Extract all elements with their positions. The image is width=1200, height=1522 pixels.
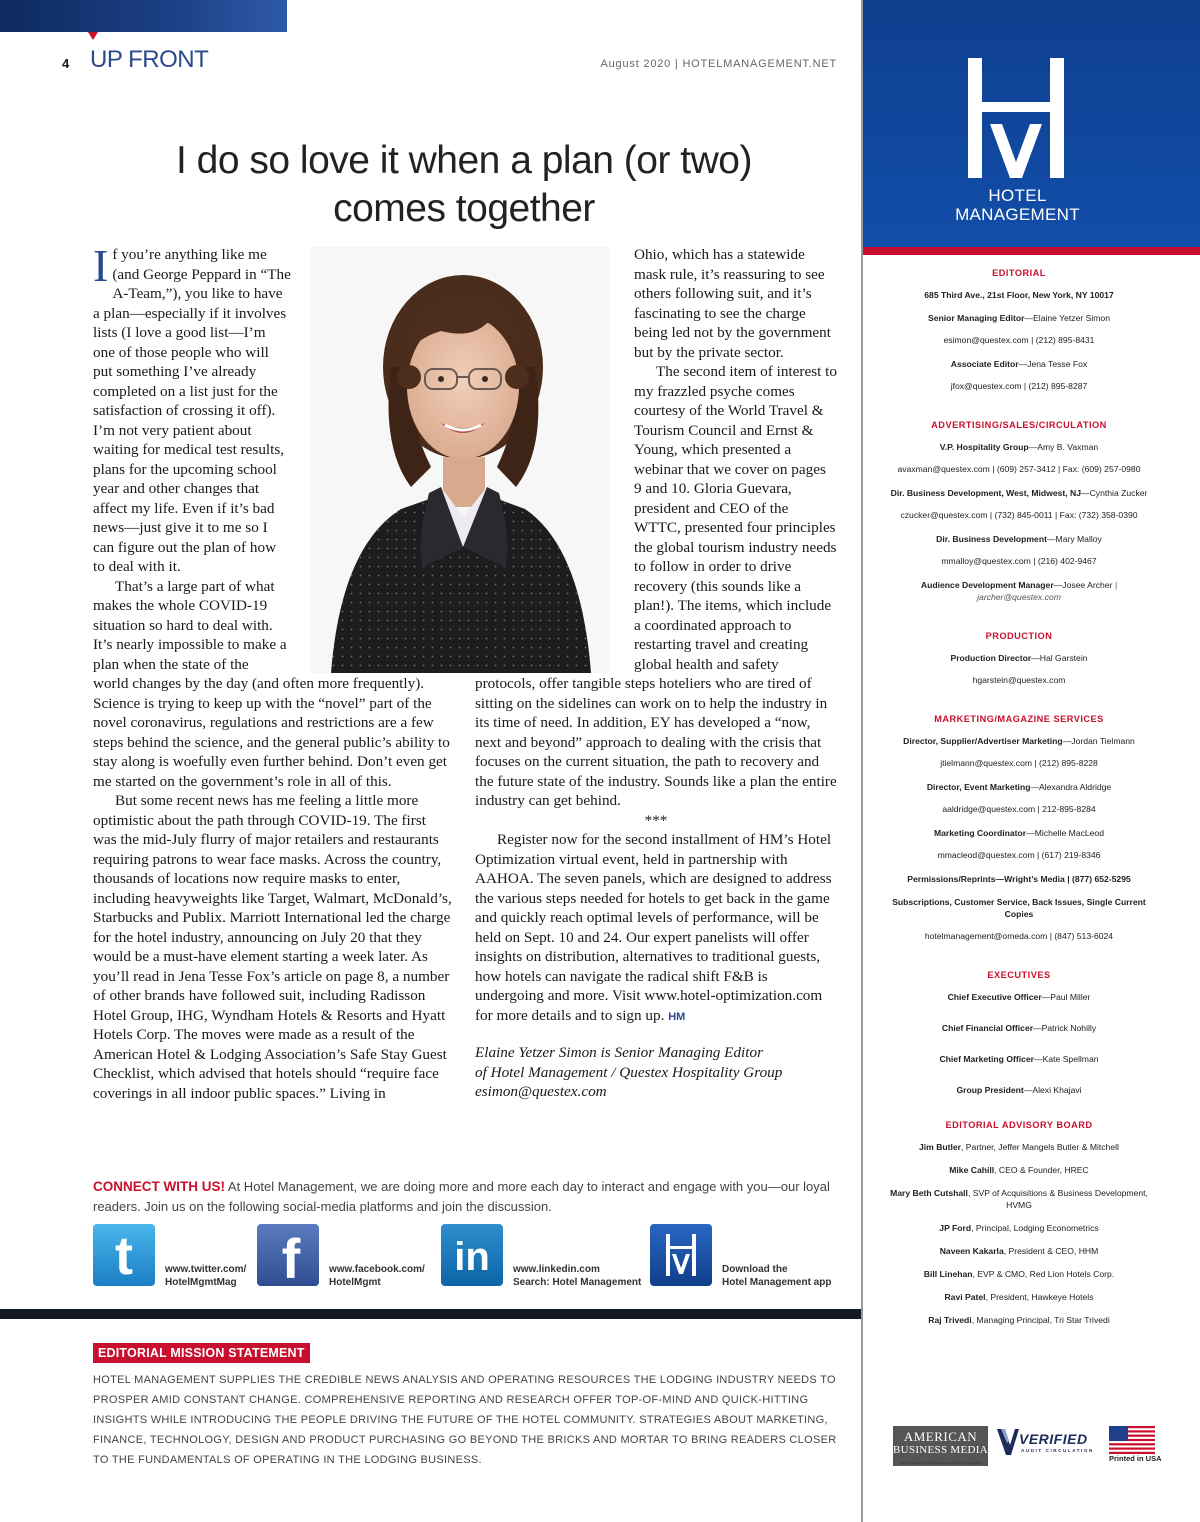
article-column-right-top bbox=[634, 245, 837, 674]
usa-flag-icon bbox=[1109, 1426, 1155, 1454]
paragraph-5: The second item of interest to my frazzled psyche comes courtesy of the World Travel & Tourism Council and Ernst & Young, which presented a webinar that we cover on pages 9 and 10. Gloria Guevara, president and CEO of the WTTC, presented four principles the global tourism industry needs to follow in order to drive recovery (this sounds like a plan!). The items, which include a coordinated approach to restarting travel and creating global health and safety bbox=[634, 363, 837, 673]
exec-ceo: Chief Executive Officer—Paul Miller bbox=[947, 992, 1091, 1002]
connect-section bbox=[93, 1177, 838, 1216]
masthead-title: HOTEL MANAGEMENT bbox=[955, 186, 1080, 224]
staff-associate-editor-contact: jfox@questex.com | (212) 895-8287 bbox=[950, 381, 1088, 391]
signoff-line-1: Elaine Yetzer Simon is Senior Managing Editor bbox=[475, 1044, 763, 1061]
advisory-board-heading: EDITORIAL ADVISORY BOARD bbox=[945, 1120, 1093, 1130]
mission-text: HOTEL MANAGEMENT SUPPLIES THE CREDIBLE NEWS ANALYSIS AND OPERATING RESOURCES THE LODGING INDUSTRY NEEDS TO PROSPER AMID CONSTANT CHANGE. COMPREHENSIVE REPORTING AND RESEARCH OFFER TOP-OF-MIND AND QUICK-HITTING INSIGHTS WHILE INTRODUCING THE PEOPLE DRIVING THE FUTURE OF THE HOTEL COMMUNITY. STRATEGIES ABOUT MARKETING, FINANCE, TECHNOLOGY, DESIGN AND PRODUCT PURCHASING GO BEYOND THE BRICKS AND MORTAR TO BRING READERS CLOSER TO THE FUNDAMENTALS OF OPERATING IN THE LODGING BUSINESS. bbox=[93, 1374, 837, 1466]
linkedin-glyph: in bbox=[454, 1235, 490, 1279]
verified-check-icon bbox=[997, 1429, 1019, 1455]
staff-vp: V.P. Hospitality Group—Amy B. Vaxman bbox=[939, 442, 1099, 452]
facebook-icon[interactable] bbox=[257, 1224, 319, 1286]
author-email[interactable]: esimon@questex.com bbox=[475, 1083, 607, 1100]
app-link[interactable]: Download the Hotel Management app bbox=[722, 1264, 832, 1288]
paragraph-3: But some recent news has me feeling a little more optimistic about the path through COVID-19. The first was the mid-July flurry of major retailers and restaurants requiring patrons to wear face masks. Across the country, thousands of locations now require masks to enter, including heavyweights like Target, Walmart, McDonald’s, Starbucks and Publix. Marriott International led the charge for the hotel industry, announcing on July 20 that they would be a must-have element starting a week later. As you’ll read in Jena Tesse Fox’s article on page 8, a number of other brands have followed suit, including Radisson Hotel Group, IHG, Wyndham Hotels & Resorts and Hyatt Hotels Corp. The moves were made as a result of the American Hotel & Lodging Association’s Safe Stay Guest Checklist, which advised that hotels should “require face coverings in all indoor public spaces.” Living in bbox=[93, 792, 452, 1102]
staff-senior-editor-contact: esimon@questex.com | (212) 895-8431 bbox=[943, 335, 1095, 345]
editorial-heading: EDITORIAL bbox=[992, 268, 1046, 278]
left-narrow-block bbox=[93, 240, 291, 674]
staff-dbd-west: Dir. Business Development, West, Midwest, NJ—Cynthia Zucker bbox=[890, 488, 1148, 498]
section-label: UP FRONT bbox=[90, 46, 209, 73]
masthead-red-strip bbox=[863, 247, 1200, 255]
drop-cap: I bbox=[93, 240, 109, 291]
board-member: Naveen Kakarla, President & CEO, HHM bbox=[939, 1246, 1099, 1256]
verified-logo: VERIFIED AUDIT CIRCULATION bbox=[997, 1429, 1107, 1457]
marketing-heading: MARKETING/MAGAZINE SERVICES bbox=[934, 714, 1104, 724]
page-number: 4 bbox=[62, 56, 70, 71]
board-member: Bill Linehan, EVP & CMO, Red Lion Hotels Corp. bbox=[923, 1269, 1115, 1279]
end-mark: HM bbox=[668, 1010, 686, 1023]
author-signoff bbox=[475, 1043, 837, 1102]
staff-senior-editor: Senior Managing Editor—Elaine Yetzer Simon bbox=[928, 313, 1110, 323]
staff-box bbox=[878, 262, 1160, 1337]
staff-marketing-coordinator-contact: mmacleod@questex.com | (617) 219-8346 bbox=[937, 850, 1101, 860]
issue-line: August 2020 | HOTELMANAGEMENT.NET bbox=[600, 58, 837, 70]
top-bar-notch bbox=[88, 32, 98, 40]
article-column-left bbox=[93, 240, 453, 1103]
facebook-glyph: f bbox=[281, 1227, 301, 1286]
headline-line-2: comes together bbox=[333, 187, 595, 230]
exec-cmo: Chief Marketing Officer—Kate Spellman bbox=[939, 1054, 1099, 1064]
linkedin-link[interactable]: www.linkedin.com Search: Hotel Management bbox=[513, 1264, 642, 1288]
staff-vp-contact: avaxman@questex.com | (609) 257-3412 | Fax: (609) 257-0980 bbox=[897, 464, 1141, 474]
board-member: Ravi Patel, President, Hawkeye Hotels bbox=[944, 1292, 1094, 1302]
staff-dbd: Dir. Business Development—Mary Malloy bbox=[936, 534, 1102, 544]
connect-text: At Hotel Management, we are doing more and more each day to interact and engage with you—our loyal readers. Join us on the following social-media platforms and join the discussion. bbox=[93, 1179, 830, 1214]
staff-supplier-marketing-contact: jtielmann@questex.com | (212) 895-8228 bbox=[940, 758, 1098, 768]
subscriptions-contact: hotelmanagement@omeda.com | (847) 513-6024 bbox=[924, 931, 1114, 941]
exec-group-president: Group President—Alexi Khajavi bbox=[956, 1085, 1082, 1095]
staff-production-director: Production Director—Hal Garstein bbox=[950, 653, 1088, 663]
staff-dbd-contact: mmalloy@questex.com | (216) 402-9467 bbox=[941, 556, 1097, 566]
staff-event-marketing: Director, Event Marketing—Alexandra Aldridge bbox=[926, 782, 1112, 792]
production-heading: PRODUCTION bbox=[985, 631, 1053, 641]
staff-production-contact: hgarstein@questex.com bbox=[972, 675, 1066, 685]
connect-title: CONNECT WITH US! bbox=[93, 1179, 225, 1194]
board-member: Mike Cahill, CEO & Founder, HREC bbox=[949, 1165, 1089, 1175]
executives-heading: EXECUTIVES bbox=[987, 970, 1051, 980]
paragraph-6: Register now for the second installment of HM’s Hotel Optimization virtual event, held in partnership with AAHOA. The seven panels, which are designed to address the various steps needed for hotels to get back in the game and quickly reach optimal levels of performance, will be held on Sept. 10 and 24. Our expert panelists will offer insights on distribution, alternatives to traditional guests, how hotels can navigate the radical shift F&B is undergoing and more. Visit www.hotel-optimization.com for more details and to sign up. HM bbox=[475, 831, 832, 1024]
facebook-link[interactable]: www.facebook.com/ HotelMgmt bbox=[329, 1264, 425, 1288]
staff-supplier-marketing: Director, Supplier/Advertiser Marketing—Jordan Tielmann bbox=[903, 736, 1135, 746]
paragraph-2-start: That’s a large part of what makes the whole COVID-19 situation so hard to deal with. It’s nearly impossible to make a plan when the state of the bbox=[93, 577, 287, 673]
paragraph-4: Ohio, which has a statewide mask rule, it’s reassuring to see others following suit, and it’s fascinating to see the charge being led not by the government but by the private sector. bbox=[634, 246, 831, 361]
abm-logo: AMERICAN BUSINESS MEDIA The Association of Business Media Companies bbox=[893, 1426, 988, 1466]
staff-dbd-west-contact: czucker@questex.com | (732) 845-0011 | Fax: (732) 358-0390 bbox=[900, 510, 1138, 520]
signoff-line-2: of Hotel Management / Questex Hospitality Group bbox=[475, 1063, 783, 1081]
printed-in-usa: Printed in USA bbox=[1109, 1454, 1162, 1463]
board-member: Raj Trivedi, Managing Principal, Tri Star Trivedi bbox=[928, 1315, 1110, 1325]
hm-app-icon[interactable] bbox=[650, 1224, 712, 1286]
staff-marketing-coordinator: Marketing Coordinator—Michelle MacLeod bbox=[933, 828, 1104, 838]
editorial-address: 685 Third Ave., 21st Floor, New York, NY 10017 bbox=[924, 290, 1114, 300]
article-column-right-bottom bbox=[475, 674, 837, 1102]
advertising-heading: ADVERTISING/SALES/CIRCULATION bbox=[931, 420, 1107, 430]
linkedin-icon[interactable] bbox=[441, 1224, 503, 1286]
paragraph-5-cont: protocols, offer tangible steps hoteliers who are tired of sitting on the sidelines can work on to help the industry in its time of need. In addition, EY has developed a “now, next and beyond” approach to dealing with the crisis that focuses on the current situation, the path to recovery and the future state of the industry. Sounds like a plan the entire industry can get behind. bbox=[475, 675, 837, 809]
subscriptions-line: Subscriptions, Customer Service, Back Issues, Single Current Copies bbox=[892, 897, 1146, 919]
top-color-bar bbox=[0, 0, 287, 32]
staff-audience-dev: Audience Development Manager—Josee Archer | jarcher@questex.com bbox=[920, 580, 1118, 602]
exec-cfo: Chief Financial Officer—Patrick Nohilly bbox=[941, 1023, 1097, 1033]
board-member: JP Ford, Principal, Lodging Econometrics bbox=[939, 1223, 1099, 1233]
mission-label: EDITORIAL MISSION STATEMENT bbox=[93, 1343, 310, 1363]
headline-line-1: I do so love it when a plan (or two) bbox=[176, 139, 752, 182]
paragraph-1: If you’re anything like me (and George Peppard in “The A-Team,”), you like to have a plan—especially if it involves lists (I love a good list—I’m one of those people who will put something I’ve already completed on a list just for the satisfaction of crossing it off). I’m not very patient about waiting for medical test results, plans for the upcoming school year and other changes that affect my life. Even if it’s bad news—just give it to me so I can figure out the plan of how to deal with it. bbox=[93, 240, 291, 575]
twitter-link[interactable]: www.twitter.com/ HotelMgmtMag bbox=[165, 1264, 247, 1288]
footer-divider-bar bbox=[0, 1309, 862, 1319]
permissions-line: Permissions/Reprints—Wright’s Media | (877) 652-5295 bbox=[907, 874, 1131, 884]
section-separator: *** bbox=[644, 811, 668, 829]
staff-associate-editor: Associate Editor—Jena Tesse Fox bbox=[950, 359, 1088, 369]
twitter-glyph: t bbox=[115, 1226, 133, 1286]
twitter-icon[interactable] bbox=[93, 1224, 155, 1286]
staff-event-marketing-contact: aaldridge@questex.com | 212-895-8284 bbox=[942, 804, 1096, 814]
article-headline bbox=[92, 137, 836, 233]
paragraph-2-cont: world changes by the day (and often more frequently). Science is trying to keep up with the “novel” part of the novel coronavirus, regulations and restrictions are a few steps behind the science, and the general public’s ability to stay along is woefully even further behind. Don’t even get me started on the government’s role in all of this. bbox=[93, 675, 450, 790]
hm-logo-icon bbox=[962, 58, 1072, 182]
board-member: Mary Beth Cutshall, SVP of Acquisitions & Business Development, HVMG bbox=[890, 1188, 1148, 1210]
board-member: Jim Butler, Partner, Jeffer Mangels Butler & Mitchell bbox=[919, 1142, 1119, 1152]
